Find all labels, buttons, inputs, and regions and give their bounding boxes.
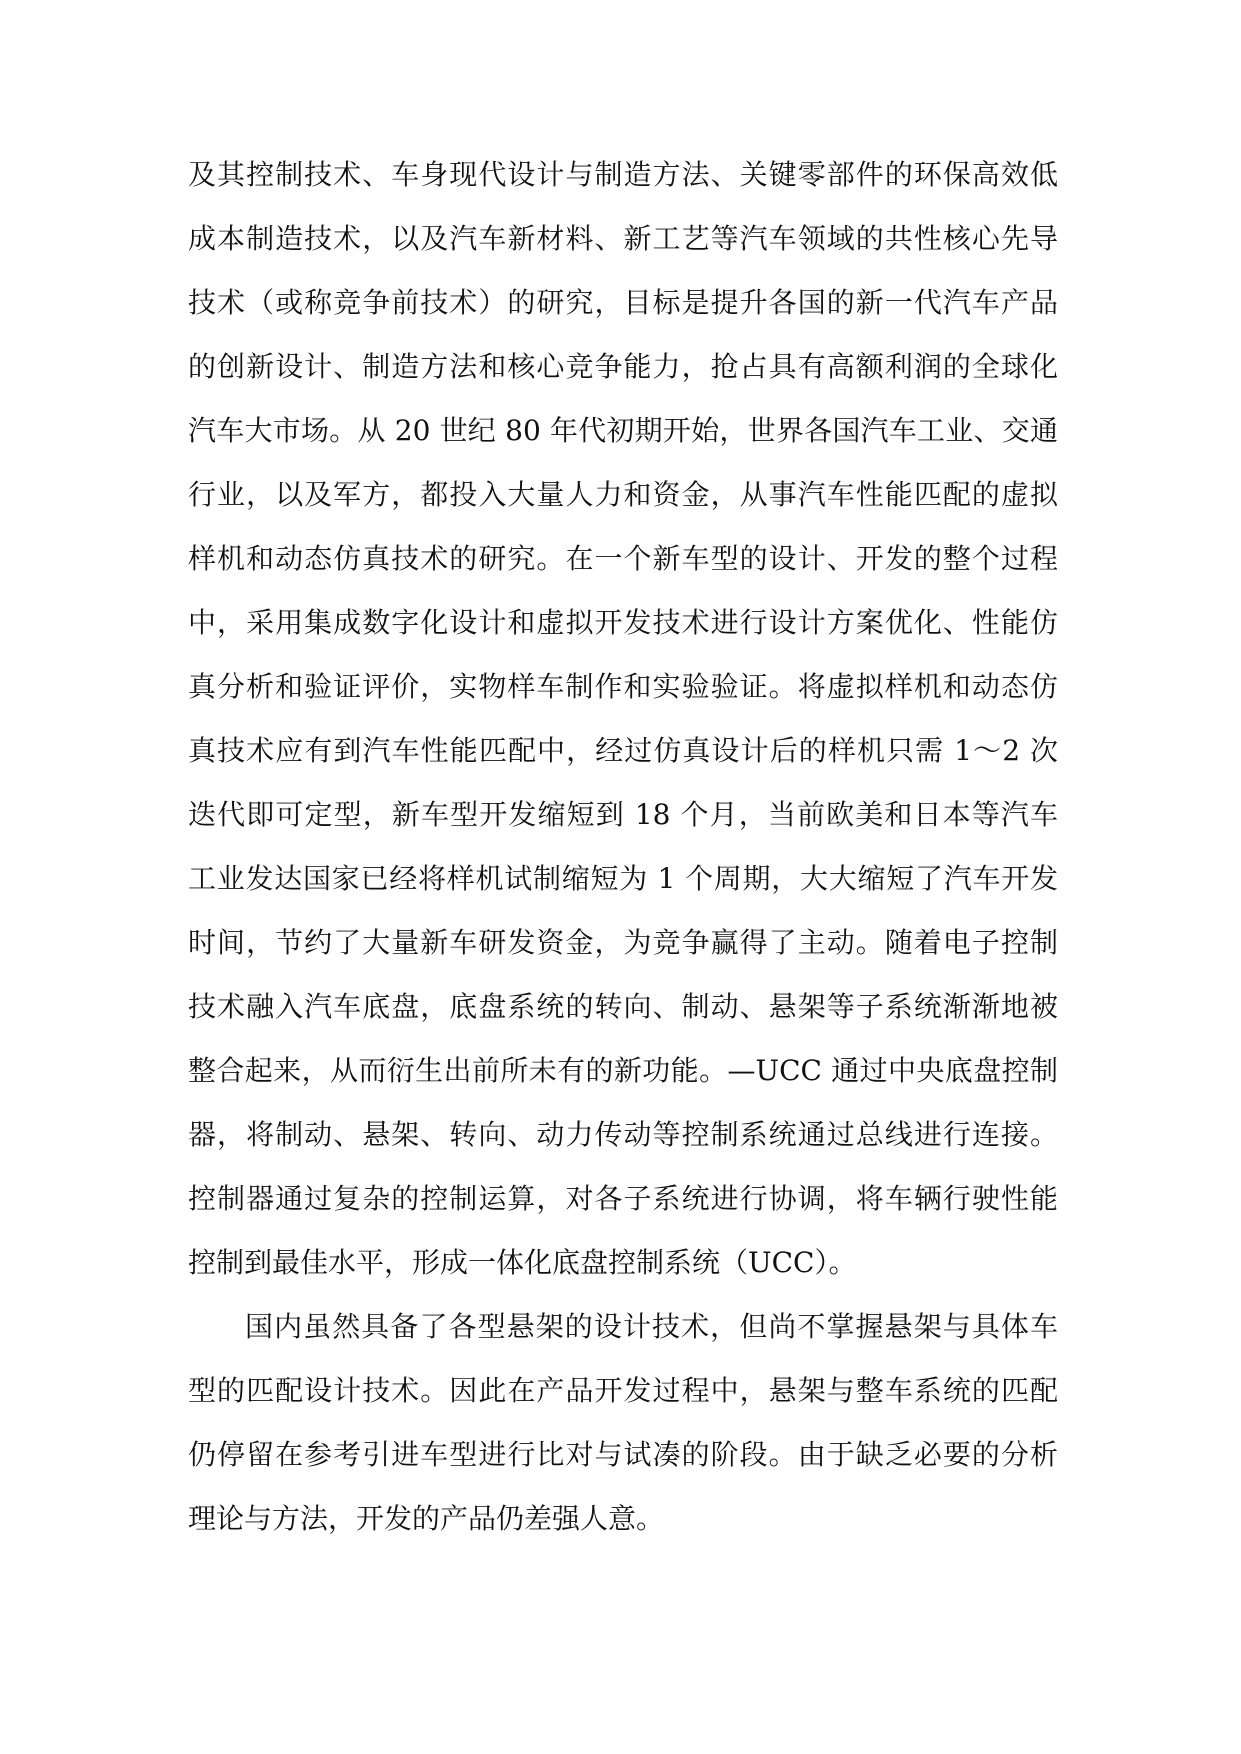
paragraph-line: 国内虽然具备了各型悬架的设计技术，但尚不掌握悬架与具体车 [245,1310,1058,1343]
paragraph-line: 器，将制动、悬架、转向、动力传动等控制系统通过总线进行连接。 [188,1118,1058,1151]
paragraph-line: 工业发达国家已经将样机试制缩短为 1 个周期，大大缩短了汽车开发 [188,862,1058,895]
paragraph-line: 汽车大市场。从 20 世纪 80 年代初期开始，世界各国汽车工业、交通 [188,414,1058,447]
paragraph-line: 控制器通过复杂的控制运算，对各子系统进行协调，将车辆行驶性能 [188,1182,1058,1215]
paragraph-line: 理论与方法，开发的产品仍差强人意。 [188,1502,665,1535]
paragraph-line: 中，采用集成数字化设计和虚拟开发技术进行设计方案优化、性能仿 [188,606,1058,639]
paragraph-line: 迭代即可定型，新车型开发缩短到 18 个月，当前欧美和日本等汽车 [188,798,1058,831]
paragraph-line: 技术（或称竞争前技术）的研究，目标是提升各国的新一代汽车产品 [188,286,1058,319]
paragraph-line: 成本制造技术，以及汽车新材料、新工艺等汽车领域的共性核心先导 [188,222,1058,255]
paragraph-line: 时间，节约了大量新车研发资金，为竞争赢得了主动。随着电子控制 [188,926,1058,959]
paragraph-line: 行业，以及军方，都投入大量人力和资金，从事汽车性能匹配的虚拟 [188,478,1058,511]
paragraph-line: 及其控制技术、车身现代设计与制造方法、关键零部件的环保高效低 [188,158,1058,191]
paragraph-line: 真技术应有到汽车性能匹配中，经过仿真设计后的样机只需 1～2 次 [188,734,1058,767]
paragraph-line: 控制到最佳水平，形成一体化底盘控制系统（UCC）。 [188,1246,857,1279]
paragraph-line: 样机和动态仿真技术的研究。在一个新车型的设计、开发的整个过程 [188,542,1058,575]
paragraph-line: 的创新设计、制造方法和核心竞争能力，抢占具有高额利润的全球化 [188,350,1058,383]
body-text [188,143,1058,1551]
paragraph-line: 型的匹配设计技术。因此在产品开发过程中，悬架与整车系统的匹配 [188,1374,1058,1407]
paragraph-line: 技术融入汽车底盘，底盘系统的转向、制动、悬架等子系统渐渐地被 [188,990,1058,1023]
paragraph-line: 真分析和验证评价，实物样车制作和实验验证。将虚拟样机和动态仿 [188,670,1058,703]
paragraph-line: 整合起来，从而衍生出前所未有的新功能。—UCC 通过中央底盘控制 [188,1054,1058,1087]
paragraph-line: 仍停留在参考引进车型进行比对与试凑的阶段。由于缺乏必要的分析 [188,1438,1058,1471]
